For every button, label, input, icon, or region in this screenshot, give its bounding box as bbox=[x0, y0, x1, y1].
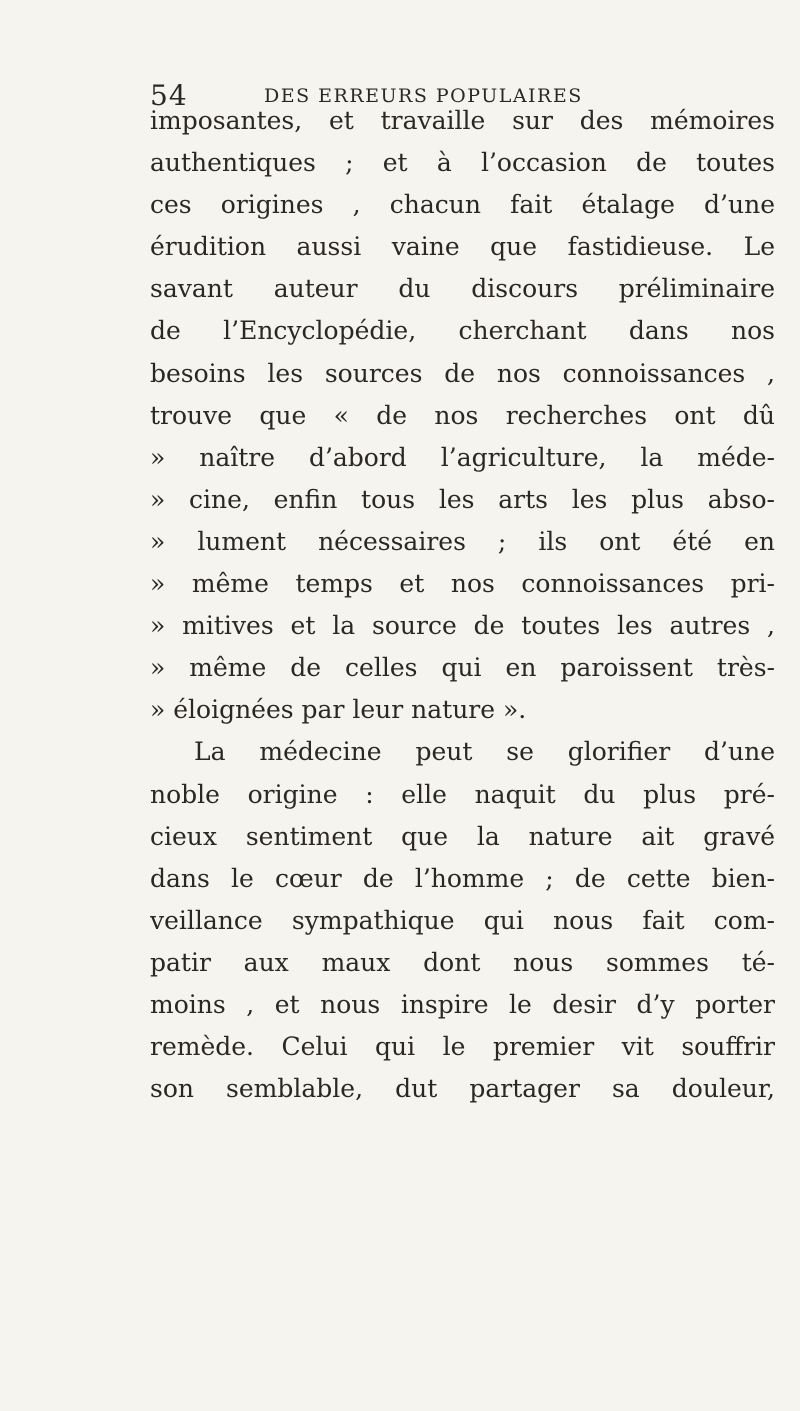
text-line: besoins les sources de nos connoissances , bbox=[150, 358, 775, 388]
text-line: dans le cœur de l’homme ; de cette bien- bbox=[150, 863, 775, 893]
text-line: La médecine peut se glorifier d’une bbox=[194, 737, 775, 767]
text-line: remède. Celui qui le premier vit souffrir bbox=[150, 1032, 775, 1062]
text-line: » même temps et nos connoissances pri- bbox=[150, 569, 775, 599]
text-line: » naître d’abord l’agriculture, la méde- bbox=[150, 442, 775, 472]
text-line: de l’Encyclopédie, cherchant dans nos bbox=[150, 316, 775, 346]
text-line: » mitives et la source de toutes les autres , bbox=[150, 611, 775, 641]
text-line: imposantes, et travaille sur des mémoires bbox=[150, 106, 775, 135]
body-text bbox=[150, 100, 775, 1110]
text-line: noble origine : elle naquit du plus pré- bbox=[150, 779, 775, 809]
text-line: authentiques ; et à l’occasion de toutes bbox=[150, 148, 775, 178]
text-line: » éloignées par leur nature ». bbox=[150, 695, 527, 725]
text-line: veillance sympathique qui nous fait com- bbox=[150, 905, 775, 935]
text-line: ces origines , chacun fait étalage d’une bbox=[150, 190, 775, 220]
text-line: » lument nécessaires ; ils ont été en bbox=[150, 526, 775, 556]
text-line: » même de celles qui en paroissent très- bbox=[150, 653, 775, 683]
running-head: DES ERREURS POPULAIRES bbox=[264, 85, 583, 107]
text-line: » cine, enfin tous les arts les plus abso- bbox=[150, 484, 775, 514]
text-line: patir aux maux dont nous sommes té- bbox=[150, 947, 775, 977]
text-line: trouve que « de nos recherches ont dû bbox=[150, 400, 775, 430]
text-line: moins , et nous inspire le desir d’y porter bbox=[150, 989, 775, 1019]
text-line: érudition aussi vaine que fastidieuse. Le bbox=[150, 232, 775, 262]
text-line: cieux sentiment que la nature ait gravé bbox=[150, 821, 775, 851]
text-line: son semblable, dut partager sa douleur, bbox=[150, 1074, 775, 1104]
text-line: savant auteur du discours préliminaire bbox=[150, 274, 775, 304]
page-number: 54 bbox=[150, 79, 188, 112]
